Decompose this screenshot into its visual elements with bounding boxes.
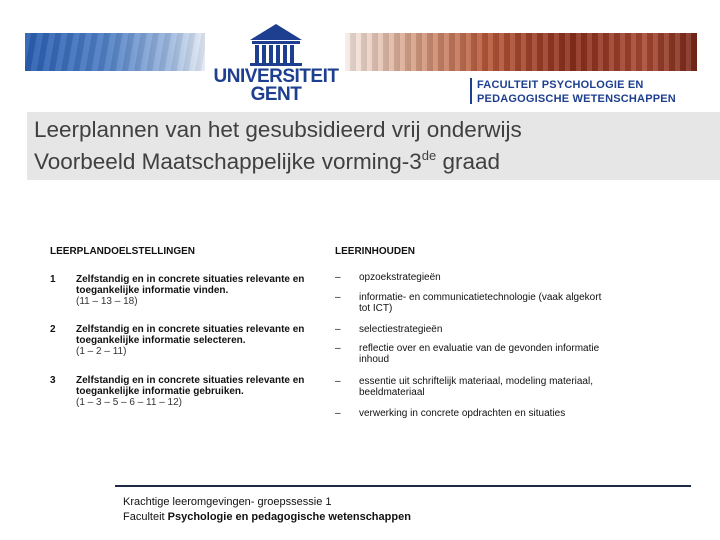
footer-faculty-name: Psychologie en pedagogische wetenschappen xyxy=(167,511,411,523)
header-photo-texture-right xyxy=(345,33,697,71)
slide-title-line-1: Leerplannen van het gesubsidieerd vrij onderwijs xyxy=(34,117,522,142)
logo-text-gent: GENT xyxy=(250,84,302,105)
objective-text: Zelfstandig en in concrete situaties relevante en toegankelijke informatie gebruiken. (1 – 3 – 5 – 6 – 11 – 12) xyxy=(76,375,326,408)
faculty-divider xyxy=(470,78,472,104)
title-line-2-main: Voorbeeld Maatschappelijke vorming-3 xyxy=(34,149,422,174)
faculty-line-1: FACULTEIT PSYCHOLOGIE EN xyxy=(477,79,644,91)
content-text: selectiestrategieën xyxy=(359,324,443,335)
faculty-line-2: PEDAGOGISCHE WETENSCHAPPEN xyxy=(477,93,676,105)
curriculum-table xyxy=(40,238,620,428)
content-text: essentie uit schriftelijk materiaal, modeling materiaal, beeldmateriaal xyxy=(359,376,593,398)
footer-faculty-prefix: Faculteit xyxy=(123,511,168,523)
content-dash: – xyxy=(335,272,341,283)
objective-text: Zelfstandig en in concrete situaties relevante en toegankelijke informatie selecteren. (1 – 2 – 11) xyxy=(76,324,326,357)
content-dash: – xyxy=(335,292,341,303)
objective-number: 1 xyxy=(50,274,56,285)
faculty-label xyxy=(477,78,676,106)
objective-number: 3 xyxy=(50,375,56,386)
content-text: verwerking in concrete opdrachten en situaties xyxy=(359,408,566,419)
objective-reference: (1 – 3 – 5 – 6 – 11 – 12) xyxy=(76,397,183,408)
objectives-header: LEERPLANDOELSTELLINGEN xyxy=(50,246,196,257)
objective-reference: (1 – 2 – 11) xyxy=(76,346,127,357)
objective-text: Zelfstandig en in concrete situaties relevante en toegankelijke informatie vinden. (11 – 13 – 18) xyxy=(76,274,326,307)
slide-title-line-2 xyxy=(34,149,500,175)
content-text: reflectie over en evaluatie van de gevonden informatie inhoud xyxy=(359,343,600,365)
title-line-2-tail: graad xyxy=(436,149,500,174)
footer-session: Krachtige leeromgevingen- groepssessie 1 xyxy=(123,496,332,508)
contents-header: LEERINHOUDEN xyxy=(335,246,416,257)
title-line-2-superscript: de xyxy=(421,148,437,163)
logo-text-universiteit: UNIVERSITEIT xyxy=(213,66,339,87)
footer-faculty xyxy=(123,511,411,523)
content-dash: – xyxy=(335,324,341,335)
objective-number: 2 xyxy=(50,324,56,335)
content-text: informatie- en communicatietechnologie (vaak algekort tot ICT) xyxy=(359,292,602,314)
header-photo-texture-left xyxy=(25,33,205,71)
content-dash: – xyxy=(335,343,341,354)
content-dash: – xyxy=(335,376,341,387)
content-dash: – xyxy=(335,408,341,419)
content-text: opzoekstrategieën xyxy=(359,272,441,283)
objective-reference: (11 – 13 – 18) xyxy=(76,296,138,307)
footer-divider xyxy=(115,485,691,487)
